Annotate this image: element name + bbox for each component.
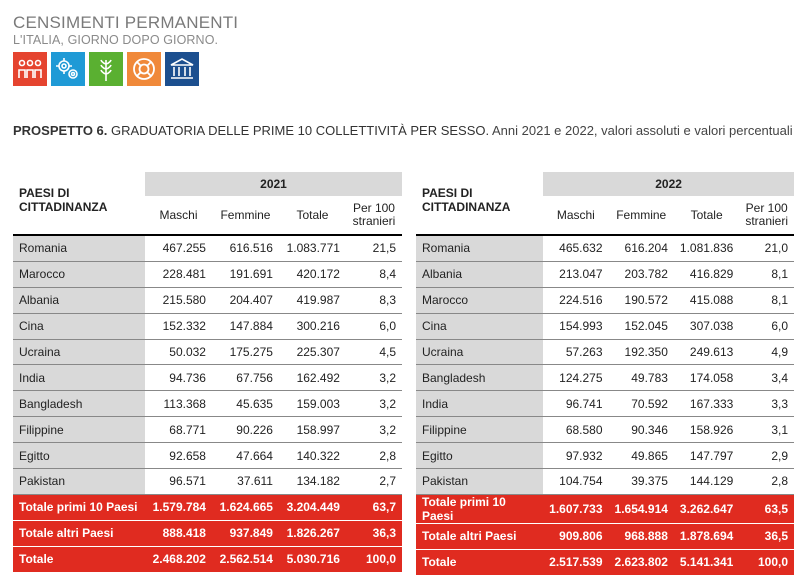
per100-header: Per 100 stranieri bbox=[346, 196, 402, 235]
value-cell: 94.736 bbox=[145, 365, 212, 391]
caption-label: PROSPETTO 6. bbox=[13, 123, 108, 138]
value-cell: 203.782 bbox=[609, 261, 674, 287]
value-cell: 144.129 bbox=[674, 469, 739, 495]
value-cell: 3,2 bbox=[346, 365, 402, 391]
total-row bbox=[13, 520, 402, 546]
value-cell: 192.350 bbox=[609, 339, 674, 365]
value-cell: 158.926 bbox=[674, 417, 739, 443]
per100-header: Per 100 stranieri bbox=[739, 196, 794, 235]
table-row bbox=[13, 313, 402, 339]
country-header: PAESI DI CITTADINANZA bbox=[13, 172, 145, 235]
value-cell: 215.580 bbox=[145, 287, 212, 313]
table-2021 bbox=[13, 172, 402, 573]
table-row bbox=[13, 339, 402, 365]
value-cell: 96.571 bbox=[145, 469, 212, 495]
value-cell: 2,8 bbox=[346, 443, 402, 469]
table-row bbox=[13, 287, 402, 313]
total-row bbox=[416, 549, 794, 575]
table-caption bbox=[13, 122, 793, 139]
value-cell: 225.307 bbox=[279, 339, 346, 365]
people-icon bbox=[13, 52, 47, 86]
value-cell: 104.754 bbox=[543, 469, 608, 495]
table-row bbox=[13, 235, 402, 261]
value-cell: 4,5 bbox=[346, 339, 402, 365]
value-cell: 175.275 bbox=[212, 339, 279, 365]
value-cell: 50.032 bbox=[145, 339, 212, 365]
value-cell: 8,1 bbox=[739, 261, 794, 287]
value-cell: 162.492 bbox=[279, 365, 346, 391]
value-cell: 3.204.449 bbox=[279, 494, 346, 520]
total-row bbox=[13, 494, 402, 520]
year-header: 2022 bbox=[543, 172, 794, 196]
census-logo bbox=[13, 14, 238, 86]
value-cell: 124.275 bbox=[543, 365, 608, 391]
table-row bbox=[13, 443, 402, 469]
value-cell: 888.418 bbox=[145, 520, 212, 546]
table-row bbox=[416, 313, 794, 339]
country-cell: Bangladesh bbox=[416, 365, 543, 391]
value-cell: 92.658 bbox=[145, 443, 212, 469]
country-cell: Totale bbox=[416, 549, 543, 575]
value-cell: 167.333 bbox=[674, 391, 739, 417]
value-cell: 2.517.539 bbox=[543, 549, 608, 575]
country-cell: Ucraina bbox=[416, 339, 543, 365]
value-cell: 174.058 bbox=[674, 365, 739, 391]
value-cell: 4,9 bbox=[739, 339, 794, 365]
value-cell: 39.375 bbox=[609, 469, 674, 495]
value-cell: 1.826.267 bbox=[279, 520, 346, 546]
table-row bbox=[416, 287, 794, 313]
value-cell: 70.592 bbox=[609, 391, 674, 417]
country-cell: Totale primi 10 Paesi bbox=[13, 494, 145, 520]
value-cell: 37.611 bbox=[212, 469, 279, 495]
country-cell: Romania bbox=[416, 235, 543, 261]
value-cell: 6,0 bbox=[346, 313, 402, 339]
country-cell: Bangladesh bbox=[13, 391, 145, 417]
gears-icon bbox=[51, 52, 85, 86]
institution-icon bbox=[165, 52, 199, 86]
value-cell: 616.516 bbox=[212, 235, 279, 261]
caption-heading: GRADUATORIA DELLE PRIME 10 COLLETTIVITÀ PER SESSO. bbox=[111, 123, 490, 138]
value-cell: 224.516 bbox=[543, 287, 608, 313]
country-cell: Totale altri Paesi bbox=[13, 520, 145, 546]
country-cell: Marocco bbox=[13, 261, 145, 287]
country-cell: Totale primi 10 Paesi bbox=[416, 494, 543, 523]
value-cell: 6,0 bbox=[739, 313, 794, 339]
country-cell: Pakistan bbox=[416, 469, 543, 495]
value-cell: 147.797 bbox=[674, 443, 739, 469]
value-cell: 3,2 bbox=[346, 391, 402, 417]
value-cell: 937.849 bbox=[212, 520, 279, 546]
value-cell: 36,3 bbox=[346, 520, 402, 546]
value-cell: 2,7 bbox=[346, 469, 402, 495]
value-cell: 1.878.694 bbox=[674, 523, 739, 549]
total-row bbox=[13, 546, 402, 572]
value-cell: 1.624.665 bbox=[212, 494, 279, 520]
value-cell: 154.993 bbox=[543, 313, 608, 339]
value-cell: 47.664 bbox=[212, 443, 279, 469]
value-cell: 21,0 bbox=[739, 235, 794, 261]
table-row bbox=[416, 391, 794, 417]
caption-rest: Anni 2021 e 2022, valori assoluti e valori percentuali bbox=[489, 123, 793, 138]
value-cell: 204.407 bbox=[212, 287, 279, 313]
country-cell: Totale altri Paesi bbox=[416, 523, 543, 549]
value-cell: 96.741 bbox=[543, 391, 608, 417]
value-cell: 465.632 bbox=[543, 235, 608, 261]
value-cell: 5.030.716 bbox=[279, 546, 346, 572]
value-cell: 63,7 bbox=[346, 494, 402, 520]
table-row bbox=[13, 417, 402, 443]
value-cell: 3.262.647 bbox=[674, 494, 739, 523]
value-cell: 45.635 bbox=[212, 391, 279, 417]
value-cell: 3,1 bbox=[739, 417, 794, 443]
table-row bbox=[13, 469, 402, 495]
value-cell: 191.691 bbox=[212, 261, 279, 287]
value-cell: 140.322 bbox=[279, 443, 346, 469]
logo-icons bbox=[13, 52, 238, 86]
value-cell: 8,4 bbox=[346, 261, 402, 287]
value-cell: 3,2 bbox=[346, 417, 402, 443]
value-cell: 228.481 bbox=[145, 261, 212, 287]
maschi-header: Maschi bbox=[145, 196, 212, 235]
table-row bbox=[416, 339, 794, 365]
femmine-header: Femmine bbox=[609, 196, 674, 235]
logo-tagline: L'ITALIA, GIORNO DOPO GIORNO. bbox=[13, 33, 219, 47]
value-cell: 3,3 bbox=[739, 391, 794, 417]
country-cell: Cina bbox=[13, 313, 145, 339]
country-cell: Albania bbox=[13, 287, 145, 313]
value-cell: 21,5 bbox=[346, 235, 402, 261]
value-cell: 909.806 bbox=[543, 523, 608, 549]
value-cell: 2.468.202 bbox=[145, 546, 212, 572]
table-row bbox=[13, 365, 402, 391]
value-cell: 152.332 bbox=[145, 313, 212, 339]
country-cell: Filippine bbox=[416, 417, 543, 443]
value-cell: 249.613 bbox=[674, 339, 739, 365]
country-cell: India bbox=[13, 365, 145, 391]
country-cell: Pakistan bbox=[13, 469, 145, 495]
value-cell: 57.263 bbox=[543, 339, 608, 365]
value-cell: 1.607.733 bbox=[543, 494, 608, 523]
table-row bbox=[13, 261, 402, 287]
value-cell: 420.172 bbox=[279, 261, 346, 287]
table-row bbox=[13, 391, 402, 417]
value-cell: 616.204 bbox=[609, 235, 674, 261]
value-cell: 158.997 bbox=[279, 417, 346, 443]
value-cell: 113.368 bbox=[145, 391, 212, 417]
value-cell: 968.888 bbox=[609, 523, 674, 549]
country-cell: Albania bbox=[416, 261, 543, 287]
value-cell: 2,8 bbox=[739, 469, 794, 495]
femmine-header: Femmine bbox=[212, 196, 279, 235]
country-cell: Filippine bbox=[13, 417, 145, 443]
value-cell: 90.226 bbox=[212, 417, 279, 443]
value-cell: 68.771 bbox=[145, 417, 212, 443]
value-cell: 467.255 bbox=[145, 235, 212, 261]
value-cell: 1.081.836 bbox=[674, 235, 739, 261]
value-cell: 8,1 bbox=[739, 287, 794, 313]
country-cell: Marocco bbox=[416, 287, 543, 313]
value-cell: 300.216 bbox=[279, 313, 346, 339]
total-row bbox=[416, 523, 794, 549]
value-cell: 2.623.802 bbox=[609, 549, 674, 575]
country-cell: Ucraina bbox=[13, 339, 145, 365]
value-cell: 49.783 bbox=[609, 365, 674, 391]
country-header: PAESI DI CITTADINANZA bbox=[416, 172, 543, 235]
value-cell: 159.003 bbox=[279, 391, 346, 417]
value-cell: 90.346 bbox=[609, 417, 674, 443]
value-cell: 1.083.771 bbox=[279, 235, 346, 261]
value-cell: 307.038 bbox=[674, 313, 739, 339]
logo-title: CENSIMENTI PERMANENTI bbox=[13, 13, 239, 32]
value-cell: 152.045 bbox=[609, 313, 674, 339]
totale-header: Totale bbox=[674, 196, 739, 235]
wheat-icon bbox=[89, 52, 123, 86]
value-cell: 97.932 bbox=[543, 443, 608, 469]
value-cell: 147.884 bbox=[212, 313, 279, 339]
country-cell: Romania bbox=[13, 235, 145, 261]
country-cell: Cina bbox=[416, 313, 543, 339]
value-cell: 8,3 bbox=[346, 287, 402, 313]
total-row bbox=[416, 494, 794, 523]
value-cell: 1.654.914 bbox=[609, 494, 674, 523]
country-cell: Egitto bbox=[416, 443, 543, 469]
table-row bbox=[416, 235, 794, 261]
value-cell: 213.047 bbox=[543, 261, 608, 287]
table-row bbox=[416, 469, 794, 495]
value-cell: 5.141.341 bbox=[674, 549, 739, 575]
value-cell: 36,5 bbox=[739, 523, 794, 549]
value-cell: 416.829 bbox=[674, 261, 739, 287]
value-cell: 2.562.514 bbox=[212, 546, 279, 572]
maschi-header: Maschi bbox=[543, 196, 608, 235]
table-2022 bbox=[416, 172, 794, 576]
value-cell: 67.756 bbox=[212, 365, 279, 391]
value-cell: 134.182 bbox=[279, 469, 346, 495]
lifebuoy-icon bbox=[127, 52, 161, 86]
value-cell: 3,4 bbox=[739, 365, 794, 391]
value-cell: 63,5 bbox=[739, 494, 794, 523]
country-cell: Egitto bbox=[13, 443, 145, 469]
table-row bbox=[416, 417, 794, 443]
value-cell: 68.580 bbox=[543, 417, 608, 443]
value-cell: 1.579.784 bbox=[145, 494, 212, 520]
table-row bbox=[416, 365, 794, 391]
value-cell: 100,0 bbox=[346, 546, 402, 572]
value-cell: 190.572 bbox=[609, 287, 674, 313]
value-cell: 415.088 bbox=[674, 287, 739, 313]
table-row bbox=[416, 261, 794, 287]
table-row bbox=[416, 443, 794, 469]
country-cell: India bbox=[416, 391, 543, 417]
country-cell: Totale bbox=[13, 546, 145, 572]
value-cell: 419.987 bbox=[279, 287, 346, 313]
value-cell: 2,9 bbox=[739, 443, 794, 469]
value-cell: 100,0 bbox=[739, 549, 794, 575]
totale-header: Totale bbox=[279, 196, 346, 235]
year-header: 2021 bbox=[145, 172, 402, 196]
value-cell: 49.865 bbox=[609, 443, 674, 469]
